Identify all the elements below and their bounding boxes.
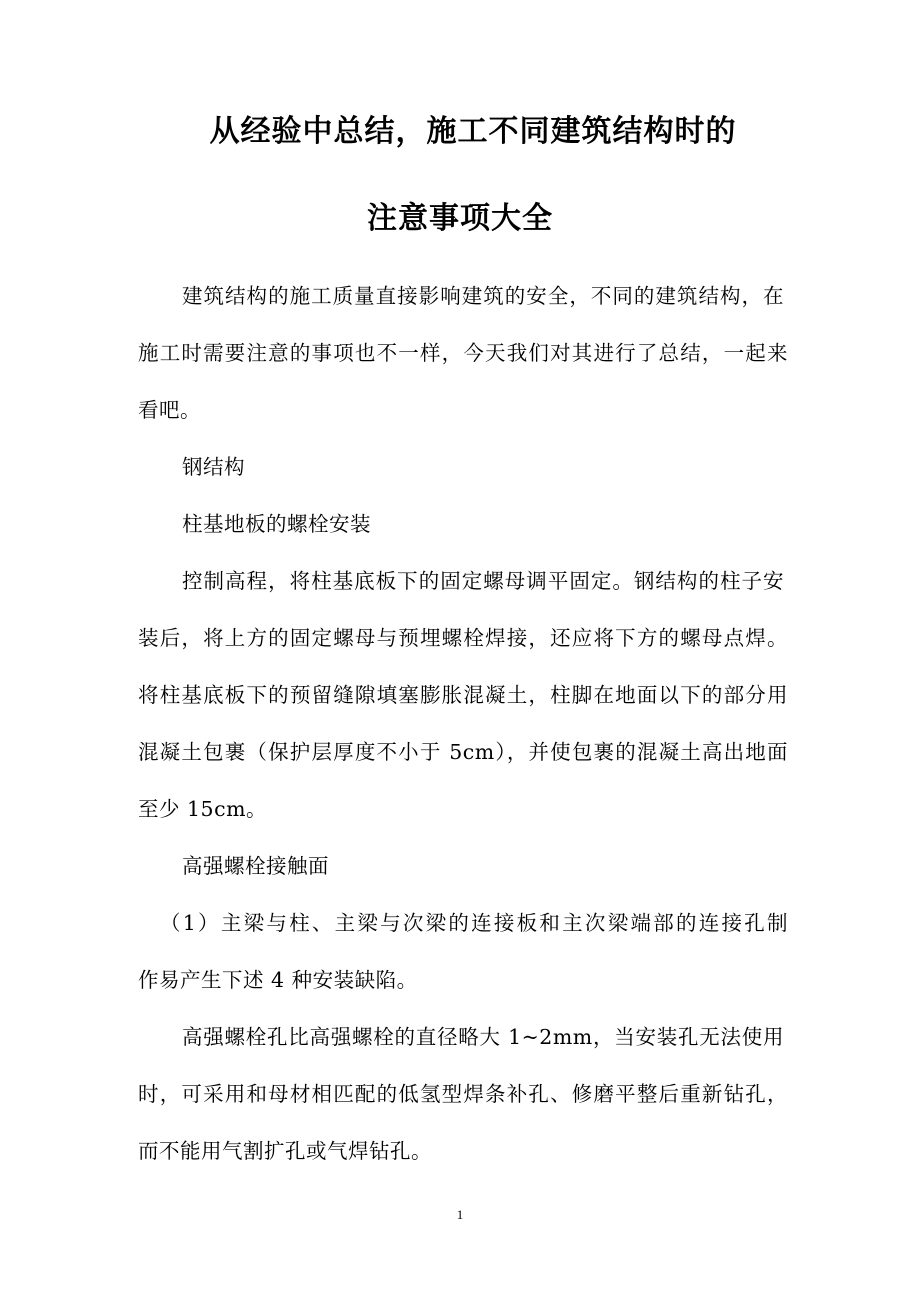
base-plate-paragraph-line: 至少 15cm。 xyxy=(138,797,268,821)
subsection-heading-high-strength-bolt: 高强螺栓接触面 xyxy=(182,854,329,878)
base-plate-paragraph-line: 控制高程，将柱基底板下的固定螺母调平固定。钢结构的柱子安 xyxy=(182,569,784,593)
bolt-hole-paragraph-line: 高强螺栓孔比高强螺栓的直径略大 1~2mm，当安装孔无法使用 xyxy=(182,1025,784,1049)
base-plate-paragraph-line: 混凝土包裹（保护层厚度不小于 5cm），并使包裹的混凝土高出地面 xyxy=(138,740,788,764)
subsection-heading-base-plate-bolts: 柱基地板的螺栓安装 xyxy=(182,512,371,536)
intro-paragraph-line: 建筑结构的施工质量直接影响建筑的安全，不同的建筑结构，在 xyxy=(182,284,784,308)
intro-paragraph-line: 施工时需要注意的事项也不一样，今天我们对其进行了总结，一起来 xyxy=(138,341,788,365)
document-title-line-1: 从经验中总结，施工不同建筑结构时的 xyxy=(209,114,737,149)
section-heading-steel-structure: 钢结构 xyxy=(182,455,245,479)
bolt-hole-paragraph-line: 时，可采用和母材相匹配的低氢型焊条补孔、修磨平整后重新钻孔， xyxy=(138,1082,788,1106)
base-plate-paragraph-line: 装后，将上方的固定螺母与预埋螺栓焊接，还应将下方的螺母点焊。 xyxy=(138,626,788,650)
page-number: 1 xyxy=(456,1207,464,1222)
list-item-1-line: 作易产生下述 4 种安装缺陷。 xyxy=(138,968,418,992)
intro-paragraph-line: 看吧。 xyxy=(138,398,201,422)
document-title-line-2: 注意事项大全 xyxy=(367,201,553,236)
bolt-hole-paragraph-line: 而不能用气割扩孔或气焊钻孔。 xyxy=(138,1139,432,1163)
base-plate-paragraph-line: 将柱基底板下的预留缝隙填塞膨胀混凝土，柱脚在地面以下的部分用 xyxy=(138,683,788,707)
list-item-1-line: （1）主梁与柱、主梁与次梁的连接板和主次梁端部的连接孔制 xyxy=(160,911,788,935)
